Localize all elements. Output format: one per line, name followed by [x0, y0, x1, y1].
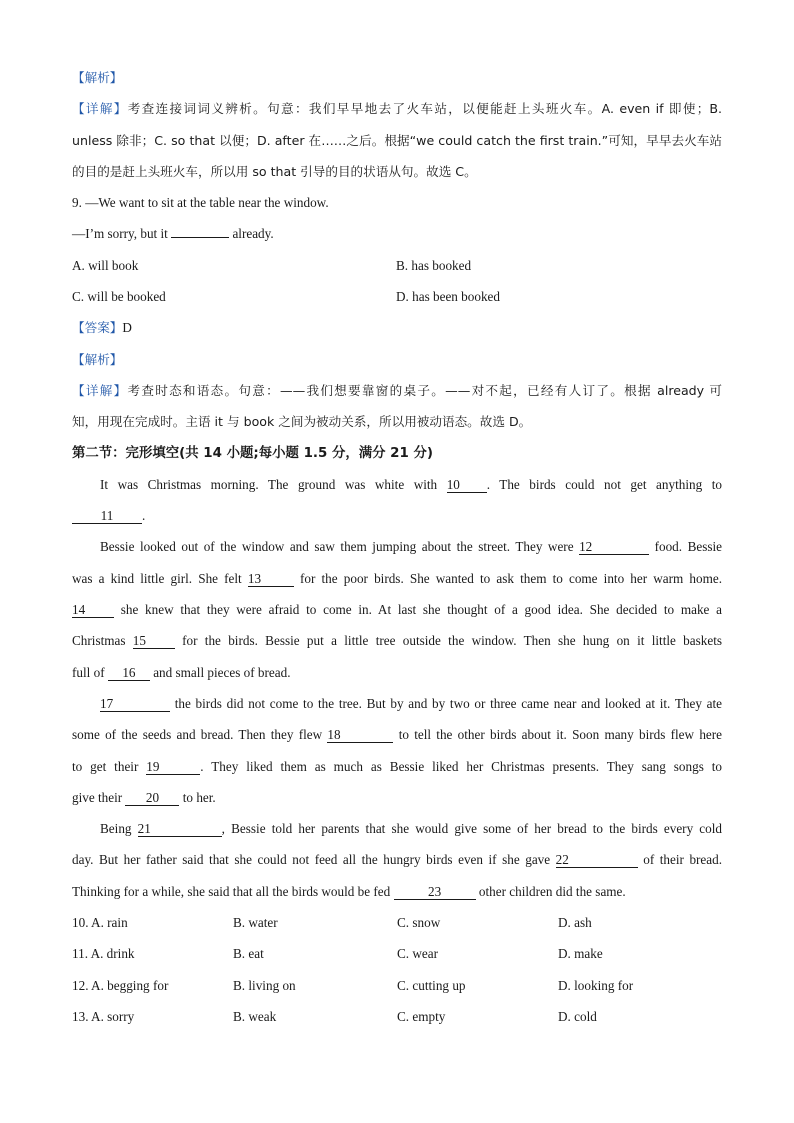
analysis-heading — [72, 62, 722, 93]
detail-text: 的目的是赶上头班火车，所以用 so that 引导的目的状语从句。故选 C。 — [72, 163, 477, 179]
option-b: B. has booked — [396, 257, 472, 273]
blank-23: 23 — [394, 885, 476, 900]
passage-line-12 — [72, 813, 722, 844]
passage-text: was a kind little girl. She felt — [72, 570, 242, 586]
option-a: A. will book — [72, 257, 139, 273]
passage-text: other children did the same. — [478, 883, 626, 899]
passage-text: to tell the other birds about it. Soon many birds flew here — [398, 727, 723, 743]
passage-text: Bessie looked out of the window and saw them jumping about the street. They were — [100, 539, 574, 555]
options-row-10 — [72, 907, 722, 938]
question-text: —I’m sorry, but it — [72, 226, 168, 242]
passage-text: of their bread. — [643, 852, 723, 868]
blank-20: 20 — [125, 791, 179, 806]
detail-text: 考查时态和语态。句意：——我们想要靠窗的桌子。——对不起，已经有人订了。根据 already 可 — [127, 382, 722, 398]
blank-14: 14 — [72, 603, 114, 618]
passage-line-5 — [72, 594, 722, 625]
passage-text: . They liked them as much as Bessie liked her Christmas presents. They sang songs to — [200, 758, 722, 774]
detail-line-3 — [72, 156, 722, 187]
detail-line-4 — [72, 375, 722, 406]
option-b: B. weak — [233, 1008, 277, 1024]
question-text: 9. —We want to sit at the table near the window. — [72, 195, 329, 211]
analysis-tag: 【解析】 — [72, 70, 123, 85]
passage-text: . — [142, 508, 146, 524]
options-row-12 — [72, 970, 722, 1001]
detail-tag: 【详解】 — [72, 382, 128, 398]
passage-text: to her. — [182, 789, 216, 805]
blank-12: 12 — [579, 540, 649, 555]
passage-text: the birds did not come to the tree. But by and by two or three came near and looked at it. They ate — [174, 695, 723, 711]
passage-text: full of — [72, 664, 105, 680]
answer-blank — [171, 237, 229, 238]
passage-line-3 — [72, 531, 722, 562]
passage-line-2 — [72, 500, 722, 531]
option-c: C. wear — [397, 946, 439, 962]
analysis-heading-2 — [72, 344, 722, 375]
detail-text: 考查连接词词义辨析。句意：我们早早地去了火车站，以便能赶上头班火车。A. even if 即使；B. — [127, 101, 722, 117]
blank-22: 22 — [556, 853, 638, 868]
answer-line — [72, 312, 722, 343]
passage-text: for the poor birds. She wanted to ask them to come into her warm home. — [300, 570, 723, 586]
document-page — [72, 62, 722, 1032]
passage-text: Thinking for a while, she said that all the birds would be fed — [72, 883, 391, 899]
passage-text: for the birds. Bessie put a little tree outside the window. Then she hung on it little baskets — [182, 633, 722, 649]
passage-text: Being — [100, 821, 132, 837]
passage-line-13 — [72, 844, 722, 875]
option-a: 13. A. sorry — [72, 1008, 135, 1024]
detail-line-1 — [72, 93, 722, 124]
passage-text: day. But her father said that she could not feed all the hungry birds even if she gave — [72, 852, 551, 868]
question-9-options-row-2 — [72, 281, 722, 312]
passage-line-9 — [72, 719, 722, 750]
passage-line-6 — [72, 625, 722, 656]
passage-text: . The birds could not get anything to — [486, 476, 722, 492]
option-b: B. water — [233, 915, 278, 931]
answer-value: D — [122, 320, 132, 336]
passage-text: , Bessie told her parents that she would give some of her bread to the birds every cold — [221, 821, 723, 837]
detail-tag: 【详解】 — [72, 101, 128, 117]
option-c: C. will be booked — [72, 289, 166, 305]
passage-text: she knew that they were afraid to come in. At last she thought of a good idea. She decided to make a — [120, 602, 722, 618]
option-d: D. cold — [558, 1008, 597, 1024]
passage-line-1 — [72, 469, 722, 500]
section-title: 第二节：完形填空(共 14 小题;每小题 1.5 分，满分 21 分) — [72, 445, 433, 461]
passage-text: It was Christmas morning. The ground was white with — [100, 476, 438, 492]
blank-11: 11 — [72, 509, 142, 524]
answer-tag: 【答案】 — [72, 320, 123, 336]
passage-text: food. Bessie — [654, 539, 723, 555]
blank-19: 19 — [146, 760, 200, 775]
option-c: C. empty — [397, 1008, 446, 1024]
detail-line-2 — [72, 125, 722, 156]
passage-text: give their — [72, 789, 123, 805]
option-d: D. ash — [558, 915, 592, 931]
blank-13: 13 — [248, 572, 294, 587]
passage-text: and small pieces of bread. — [153, 664, 291, 680]
passage-text: to get their — [72, 758, 139, 774]
option-c: C. cutting up — [397, 977, 466, 993]
option-d: D. looking for — [558, 977, 634, 993]
detail-text: 知，用现在完成时。主语 it 与 book 之间为被动关系，所以用被动语态。故选 D。 — [72, 414, 532, 430]
passage-line-10 — [72, 751, 722, 782]
option-a: 10. A. rain — [72, 915, 128, 931]
detail-line-5 — [72, 406, 722, 437]
passage-line-11 — [72, 782, 722, 813]
blank-16: 16 — [108, 666, 150, 681]
question-9-stem — [72, 187, 722, 218]
question-9-options-row-1 — [72, 250, 722, 281]
option-d: D. has been booked — [396, 289, 501, 305]
passage-line-4 — [72, 563, 722, 594]
blank-17: 17 — [100, 697, 170, 712]
option-a: 11. A. drink — [72, 946, 135, 962]
options-row-13 — [72, 1001, 722, 1032]
question-text: already. — [232, 226, 274, 242]
option-a: 12. A. begging for — [72, 977, 169, 993]
passage-line-14 — [72, 876, 722, 907]
option-c: C. snow — [397, 915, 441, 931]
option-b: B. eat — [233, 946, 264, 962]
blank-21: 21 — [138, 822, 222, 837]
option-d: D. make — [558, 946, 603, 962]
passage-line-7 — [72, 657, 722, 688]
blank-10: 10 — [447, 478, 487, 493]
question-9-reply — [72, 218, 722, 249]
options-row-11 — [72, 938, 722, 969]
passage-text: Christmas — [72, 633, 126, 649]
analysis-tag: 【解析】 — [72, 351, 123, 367]
option-b: B. living on — [233, 977, 296, 993]
passage-line-8 — [72, 688, 722, 719]
blank-15: 15 — [133, 634, 175, 649]
passage-text: some of the seeds and bread. Then they flew — [72, 727, 323, 743]
detail-text: unless 除非；C. so that 以便；D. after 在……之后。根据“we could catch the first train.”可知，早早去火车站 — [72, 132, 722, 148]
blank-18: 18 — [327, 728, 393, 743]
